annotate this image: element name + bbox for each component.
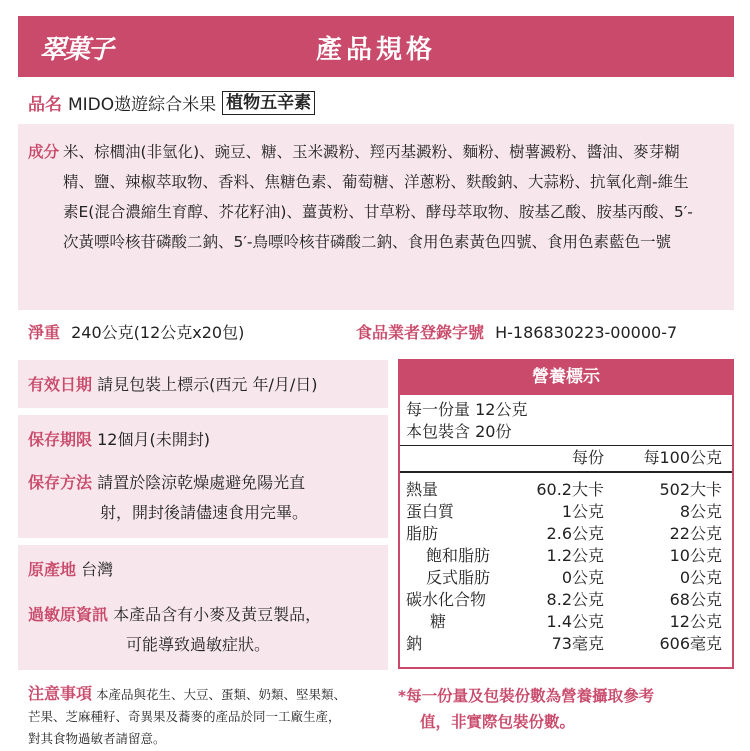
registration-row [356, 320, 677, 343]
nutrition-rows [400, 471, 732, 655]
nutrition-column-headers [400, 445, 732, 471]
serving-value: 12公克 [475, 400, 528, 419]
registration-value: H-186830223-00000-7 [495, 323, 678, 342]
net-weight-value: 240公克(12公克x20包) [71, 323, 245, 342]
serving-info [400, 395, 732, 445]
ingredients-panel [18, 124, 734, 310]
brand-logo: 翠菓子 [40, 35, 113, 65]
nutrition-title: 營養標示 [400, 361, 732, 395]
storage-label: 保存方法 [28, 473, 93, 492]
ingredients-label: 成分 [28, 143, 60, 161]
registration-label: 食品業者登錄字號 [356, 323, 485, 342]
page-title: 產品規格 [315, 35, 436, 65]
header-bar [18, 16, 734, 77]
allergen-label: 過敏原資訊 [28, 605, 109, 624]
nutrition-row: 糖 1.4公克 12公克 [430, 612, 722, 631]
expiry-value: 請見包裝上標示(西元 年/月/日) [97, 375, 318, 394]
nutrition-row: 飽和脂肪 1.2公克 10公克 [426, 546, 722, 565]
nutrition-row: 碳水化合物 8.2公克 68公克 [406, 590, 722, 609]
origin-box [18, 545, 388, 590]
expiry-label: 有效日期 [28, 375, 93, 394]
notes-line-1: 本產品與花生、大豆、蛋類、奶類、堅果類、 [96, 687, 347, 702]
nutrition-row: 反式脂肪 0公克 0公克 [426, 568, 722, 587]
shelf-life-label: 保存期限 [28, 430, 93, 449]
shelf-life-value: 12個月(未開封) [97, 430, 210, 449]
footnote-line-2: 值，非實際包裝份數。 [420, 713, 576, 731]
footnote [398, 683, 738, 735]
nutrition-row: 鈉 73毫克 606毫克 [406, 634, 722, 653]
pack-value: 20份 [475, 422, 512, 441]
pack-label: 本包裝含 [406, 422, 471, 441]
origin-label: 原產地 [28, 560, 77, 579]
nutrition-table [398, 359, 734, 669]
ingredients-text: 米、棕櫚油(非氫化)、豌豆、糖、玉米澱粉、羥丙基澱粉、麵粉、樹薯澱粉、醬油、麥芽糊精、鹽、辣椒萃取物、香料、焦糖色素、葡萄糖、洋蔥粉、麩酸鈉、大蒜粉、抗氧化劑-維生素E(混合濃縮生育醇、芥花籽油)、薑黃粉、甘草粉、酵母萃取物、胺基乙酸、胺基丙酸、5′-次黃嘌呤核苷磷酸二鈉、5′-鳥嘌呤核苷磷酸二鈉、食用色素黃色四號、食用色素藍色一號 [63, 143, 693, 251]
nutrition-row: 熱量 60.2大卡 502大卡 [406, 480, 722, 499]
footnote-line-1: *每一份量及包裝份數為營養攝取參考 [398, 687, 655, 705]
product-name: MIDO遨遊綜合米果 [68, 95, 217, 115]
notes-line-3: 對其食物過敏者請留意。 [28, 731, 166, 746]
notes-line-2: 芒果、芝麻種籽、奇異果及蕎麥的產品於同一工廠生產， [28, 709, 341, 724]
nutrition-row: 蛋白質 1公克 8公克 [406, 502, 722, 521]
net-weight-label: 淨重 [28, 323, 61, 342]
col-per-serving: 每份 [571, 448, 604, 467]
storage-box [18, 458, 388, 538]
product-name-label: 品名 [28, 95, 62, 115]
vegetarian-badge: 植物五辛素 [222, 91, 315, 115]
allergen-line-1: 本產品含有小麥及黃豆製品， [113, 605, 322, 624]
net-weight-row [28, 320, 244, 343]
col-per-100g: 每100公克 [643, 448, 722, 467]
expiry-box [18, 360, 388, 408]
serving-label: 每一份量 [406, 400, 471, 419]
allergen-line-2: 可能導致過敏症狀。 [125, 635, 270, 654]
notes-section [28, 683, 388, 750]
shelf-life-box [18, 415, 388, 463]
notes-label: 注意事項 [28, 684, 93, 703]
storage-line-2: 射，開封後請儘速食用完畢。 [100, 503, 309, 522]
origin-value: 台灣 [81, 560, 114, 579]
storage-line-1: 請置於陰涼乾燥處避免陽光直 [97, 473, 306, 492]
allergen-box [18, 590, 388, 670]
product-name-row [28, 90, 315, 115]
nutrition-row: 脂肪 2.6公克 22公克 [406, 524, 722, 543]
